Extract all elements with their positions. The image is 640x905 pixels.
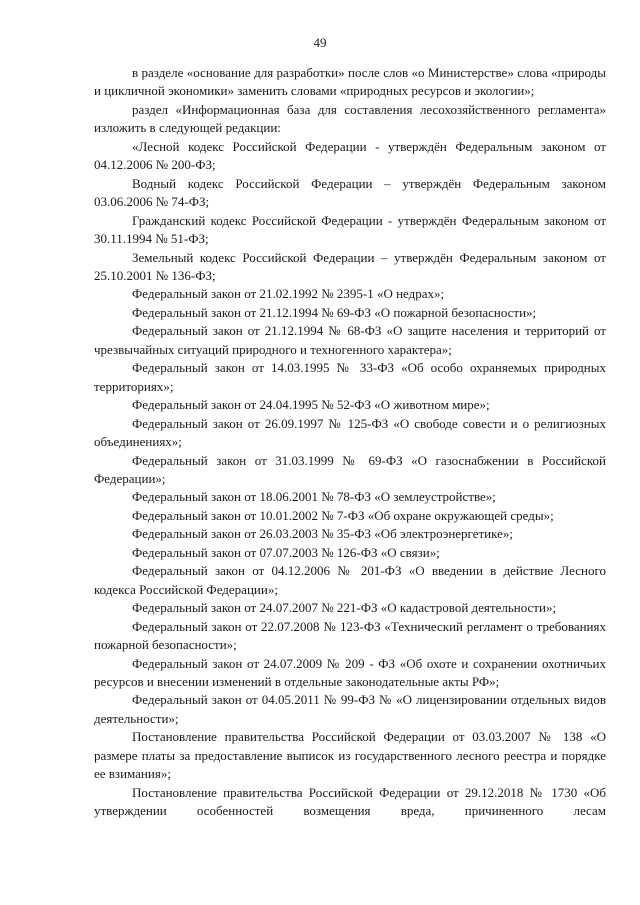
paragraph: Федеральный закон от 26.03.2003 № 35-ФЗ «Об электроэнергетике»; — [132, 526, 513, 542]
paragraph: Федеральный закон от 24.07.2009 № 209 - ФЗ «Об охоте и сохранении охотничьих ресурсов и внесении изменений в отдельные законодательные акты РФ»; — [94, 655, 606, 689]
paragraph: Федеральный закон от 21.02.1992 № 2395-1 «О недрах»; — [132, 286, 445, 302]
paragraph: Гражданский кодекс Российской Федерации - утверждён Федеральным законом от 30.11.1994 № 51-ФЗ; — [94, 212, 606, 247]
paragraph: Федеральный закон от 21.12.1994 № 68-ФЗ «О защите населения и территорий от чрезвычайных ситуаций природного и техногенного характера»; — [94, 323, 606, 357]
paragraph: раздел «Информационная база для составления лесохозяйственного регламента» изложить в следующей редакции: — [94, 101, 606, 136]
paragraph: Федеральный закон от 22.07.2008 № 123-ФЗ «Технический регламент о требованиях пожарной безопасности»; — [94, 618, 606, 653]
paragraph: Федеральный закон от 21.12.1994 № 69-ФЗ «О пожарной безопасности»; — [132, 304, 537, 320]
paragraph: Постановление правительства Российской Федерации от 03.03.2007 № 138 «О размере платы за предоставление выписок из государственного лесного реестра и порядке ее взимания»; — [94, 729, 606, 782]
paragraph: Федеральный закон от 18.06.2001 № 78-ФЗ «О землеустройстве»; — [132, 489, 496, 505]
paragraph: Федеральный закон от 04.05.2011 № 99-ФЗ № «О лицензировании отдельных видов деятельности»; — [94, 692, 606, 726]
paragraph: Федеральный закон от 07.07.2003 № 126-ФЗ «О связи»; — [132, 544, 440, 560]
paragraph: Федеральный закон от 04.12.2006 № 201-ФЗ «О введении в действие Лесного кодекса Российской Федерации»; — [94, 563, 606, 597]
paragraph: «Лесной кодекс Российской Федерации - утверждён Федеральным законом от 04.12.2006 № 200-ФЗ; — [94, 138, 606, 173]
paragraph: Федеральный закон от 31.03.1999 № 69-ФЗ «О газоснабжении в Российской Федерации»; — [94, 452, 606, 486]
paragraph: Федеральный закон от 24.07.2007 № 221-ФЗ «О кадастровой деятельности»; — [132, 600, 557, 616]
paragraph: Федеральный закон от 26.09.1997 № 125-ФЗ «О свободе совести и о религиозных объединениях»; — [94, 415, 606, 450]
paragraph: Водный кодекс Российской Федерации – утверждён Федеральным законом 03.06.2006 № 74-ФЗ; — [94, 175, 606, 210]
paragraph: в разделе «основание для разработки» после слов «о Министерстве» слова «природы и цикличной экономики» заменить словами «природных ресурсов и экологии»; — [94, 65, 606, 99]
document-body — [94, 64, 606, 821]
paragraph: Федеральный закон от 14.03.1995 № 33-ФЗ «Об особо охраняемых природных территориях»; — [94, 360, 606, 394]
paragraph: Федеральный закон от 24.04.1995 № 52-ФЗ «О животном мире»; — [132, 397, 490, 413]
paragraph: Земельный кодекс Российской Федерации – утверждён Федеральным законом от 25.10.2001 № 136-ФЗ; — [94, 249, 606, 283]
paragraph: Постановление правительства Российской Федерации от 29.12.2018 № 1730 «Об утверждении особенностей возмещения вреда, причиненного лесам — [94, 784, 606, 819]
paragraph: Федеральный закон от 10.01.2002 № 7-ФЗ «Об охране окружающей среды»; — [132, 507, 554, 523]
page-number: 49 — [313, 35, 327, 50]
